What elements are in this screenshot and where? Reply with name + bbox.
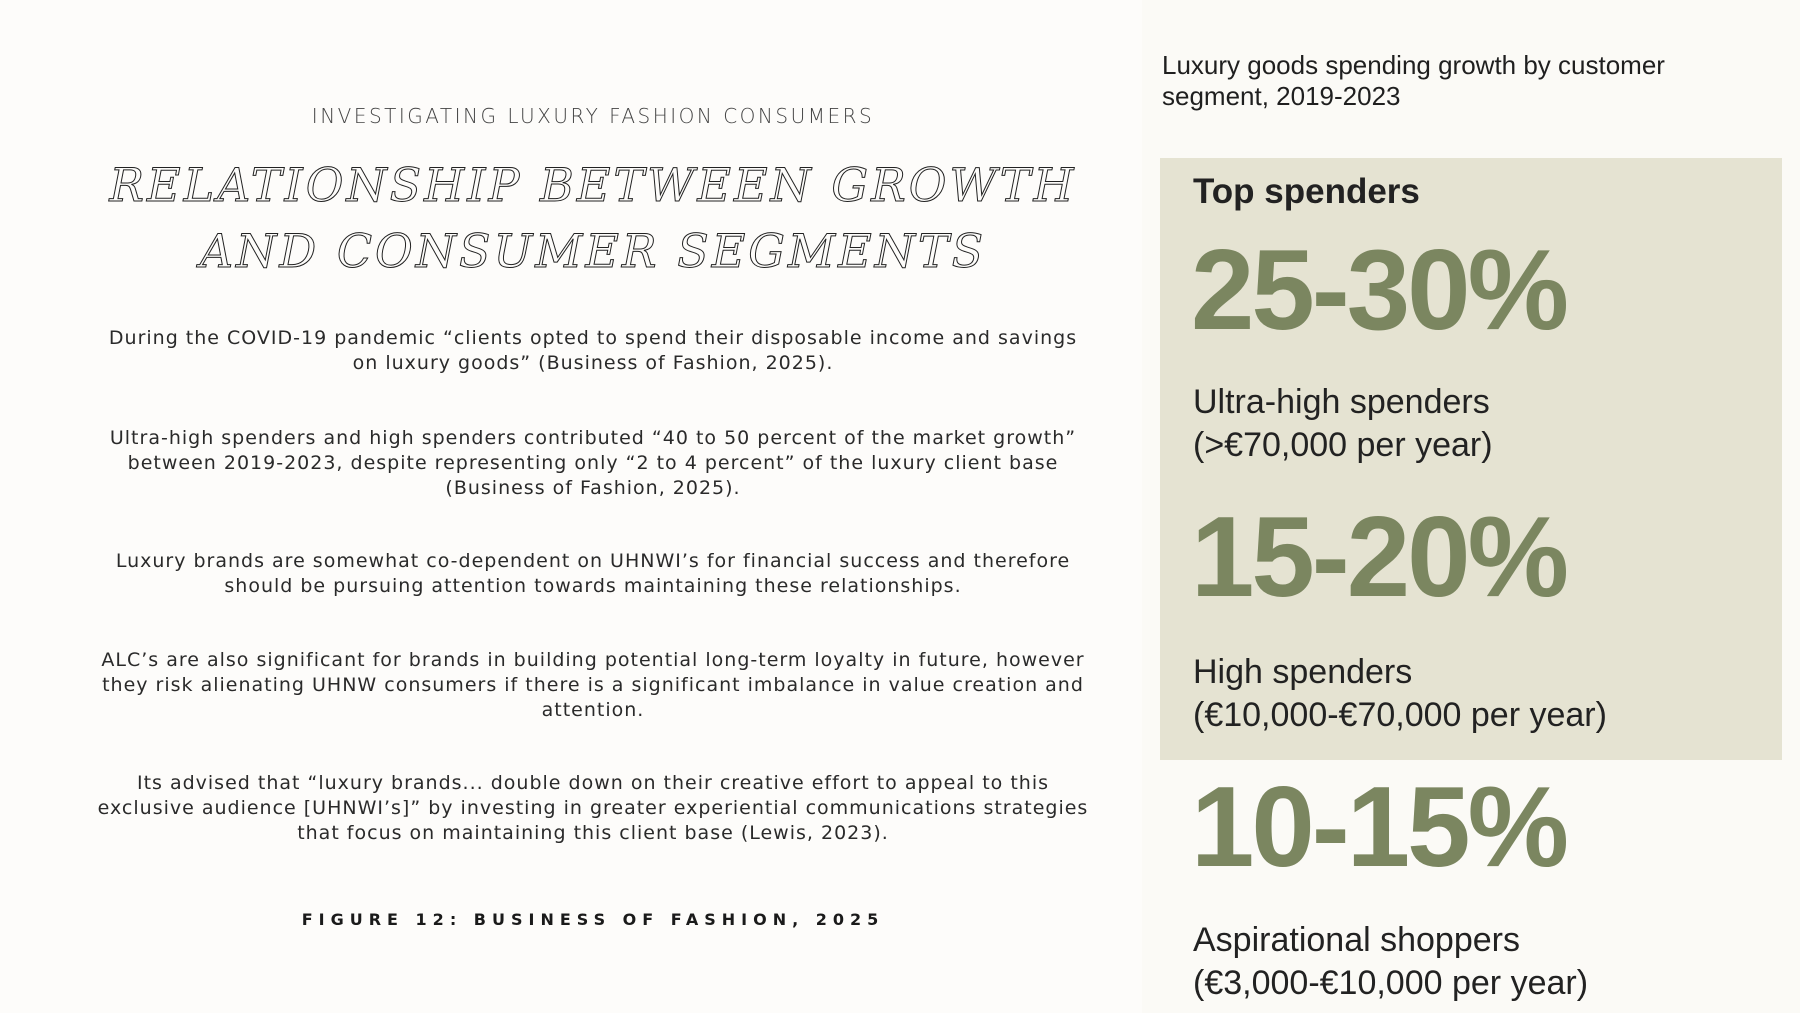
page-title-line-2: AND CONSUMER SEGMENTS — [199, 224, 987, 278]
paragraph-market-growth: Ultra-high spenders and high spenders contributed “40 to 50 percent of the market growth” between 2019-2023, despite representing only “2 to 4 percent” of the luxury client base (Business of Fashion, 2025). — [109, 427, 1077, 499]
stat-ultra-high-growth: 25-30% — [1191, 227, 1566, 354]
paragraph-alc-significance: ALC’s are also significant for brands in building potential long-term loyalty in future, however they risk alienating UHNW consumers if there is a significant imbalance in value creation and attention. — [101, 649, 1085, 721]
segment-ultra-high-label — [1193, 381, 1493, 467]
figure-caption: FIGURE 12: BUSINESS OF FASHION, 2025 — [301, 910, 885, 929]
segment-high-label — [1193, 651, 1607, 737]
stat-high-growth: 15-20% — [1191, 494, 1566, 621]
segment-ultra-high-range: (>€70,000 per year) — [1193, 426, 1493, 464]
segment-aspirational-name: Aspirational shoppers — [1193, 921, 1520, 959]
segment-high-range: (€10,000-€70,000 per year) — [1193, 696, 1607, 734]
segment-high-name: High spenders — [1193, 653, 1413, 691]
segment-aspirational-range: (€3,000-€10,000 per year) — [1193, 964, 1589, 1002]
segment-ultra-high-name: Ultra-high spenders — [1193, 383, 1490, 421]
infographic-title: Luxury goods spending growth by customer segment, 2019-2023 — [1162, 50, 1665, 111]
page-title — [0, 152, 1186, 284]
section-kicker: INVESTIGATING LUXURY FASHION CONSUMERS — [311, 104, 875, 128]
paragraph-recommendation: Its advised that “luxury brands... double down on their creative effort to appeal to this exclusive audience [UHNWI’s]” by investing in greater experiential communications strategies that focus on maintaining this client base (Lewis, 2023). — [97, 772, 1089, 844]
paragraph-covid-spending: During the COVID-19 pandemic “clients opted to spend their disposable income and savings on luxury goods” (Business of Fashion, 2025). — [108, 327, 1078, 374]
stat-aspirational-growth: 10-15% — [1191, 764, 1566, 891]
page-title-line-1: RELATIONSHIP BETWEEN GROWTH — [109, 158, 1077, 212]
segment-aspirational-label — [1193, 919, 1588, 1005]
paragraph-uhnwi-dependence: Luxury brands are somewhat co-dependent on UHNWI’s for financial success and therefore should be pursuing attention towards maintaining these relationships. — [115, 550, 1071, 597]
top-spenders-heading: Top spenders — [1193, 172, 1420, 211]
